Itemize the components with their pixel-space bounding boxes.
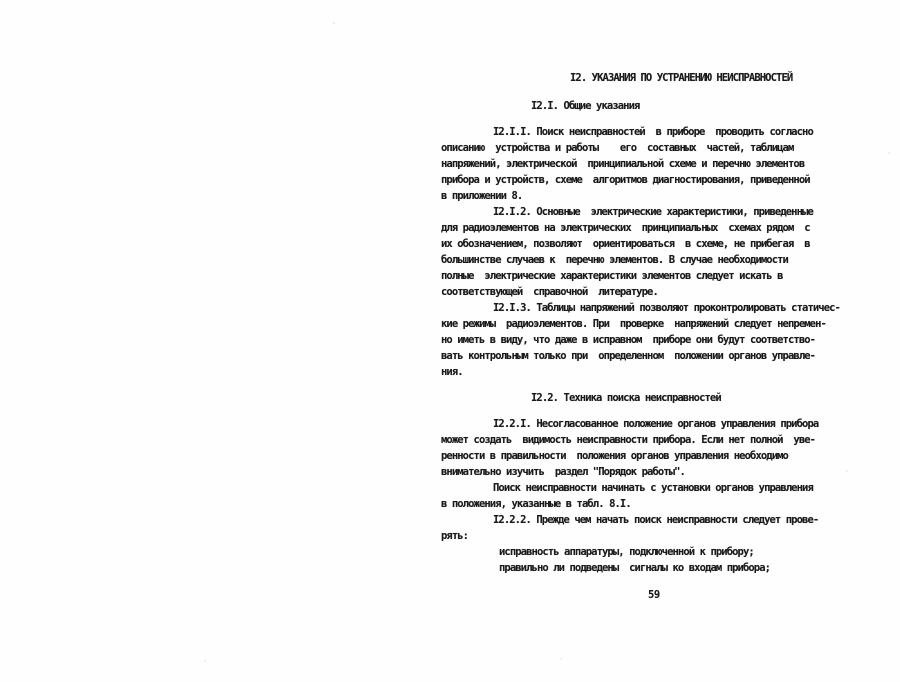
scan-speckle — [204, 660, 206, 662]
paragraph-line: I2.2.2. Прежде чем начать поиск неисправности следует прове- — [493, 514, 819, 526]
page-number: 59 — [648, 589, 660, 601]
paragraph-line: прибора и устройств, схеме алгоритмов диагностирования, приведенной — [441, 174, 810, 186]
paragraph-line: полные электрические характеристики элементов следует искать в — [441, 270, 783, 282]
section-heading: I2.I. Общие указания — [531, 100, 640, 112]
document-text-block — [441, 70, 865, 576]
paragraph-line: ния. — [441, 366, 463, 378]
paragraph-line: вать контрольным только при определенном положении органов управле- — [441, 350, 816, 362]
scan-speckle — [560, 658, 562, 660]
list-item-line: исправность аппаратуры, подключенной к прибору; — [499, 546, 754, 558]
paragraph-line: внимательно изучить раздел "Порядок работы". — [441, 466, 685, 478]
paragraph-line: в приложении 8. — [441, 190, 523, 202]
paragraph-line: большинстве случаев к перечню элементов. В случае необходимости — [441, 254, 788, 266]
scan-speckle — [846, 470, 848, 472]
paragraph-line: может создать видимость неисправности прибора. Если нет полной уве- — [441, 434, 816, 446]
paragraph-line: для радиоэлементов на электрических принципиальных схемах рядом с — [441, 222, 810, 234]
paragraph-line: I2.I.3. Таблицы напряжений позволяют проконтролировать статичес- — [493, 302, 840, 314]
paragraph-line: напряжений, электрической принципиальной схеме и перечню элементов — [441, 158, 805, 170]
scan-speckle — [888, 152, 890, 154]
scan-speckle — [333, 22, 335, 24]
paragraph-line: описанию устройства и работы его составных частей, таблицам — [441, 142, 794, 154]
paragraph-line: но иметь в виду, что даже в исправном приборе они будут соответство- — [441, 334, 816, 346]
paragraph-line: I2.I.I. Поиск неисправностей в приборе проводить согласно — [493, 126, 813, 138]
document-title: I2. УКАЗАНИЯ ПО УСТРАНЕНИЮ НЕИСПРАВНОСТЕЙ — [570, 72, 793, 84]
paragraph-line: кие режимы радиоэлементов. При проверке напряжений следует непремен- — [441, 318, 826, 330]
paragraph-line: Поиск неисправности начинать с установки органов управления — [493, 482, 813, 494]
list-item-line: правильно ли подведены сигналы ко входам прибора; — [499, 562, 771, 574]
paragraph-line: I2.2.I. Несогласованное положение органов управления прибора — [493, 418, 819, 430]
paragraph-line: ренности в правильности положения органов управления необходимо — [441, 450, 788, 462]
paragraph-line: I2.I.2. Основные электрические характеристики, приведенные — [493, 206, 813, 218]
paragraph-line: их обозначением, позволяют ориентироваться в схеме, не прибегая в — [441, 238, 810, 250]
paragraph-line: в положения, указанные в табл. 8.I. — [441, 498, 631, 510]
scan-speckle — [452, 440, 454, 442]
paragraph-line: рять: — [441, 530, 469, 542]
section-heading: I2.2. Техника поиска неисправностей — [531, 392, 721, 404]
paragraph-line: соответствующей справочной литературе. — [441, 286, 658, 298]
